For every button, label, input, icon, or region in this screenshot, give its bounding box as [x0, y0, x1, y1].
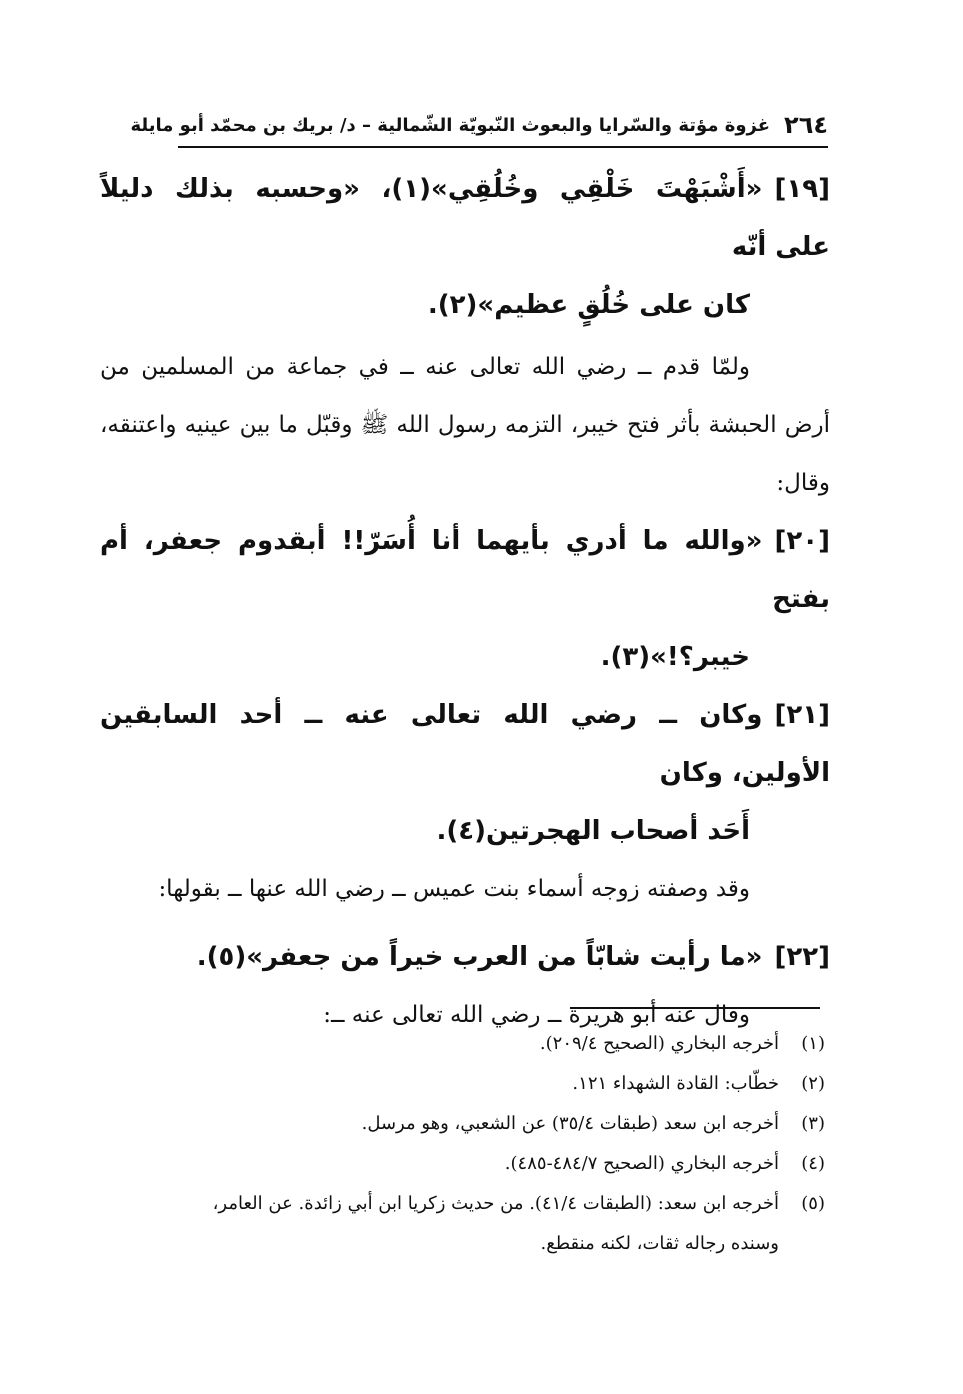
running-title: غزوة مؤتة والسّرايا والبعوث النّبويّة الشّمالية – د/ بريك بن محمّد أبو مايلة: [130, 114, 771, 136]
paragraph-text: الحبشة بأثر فتح خيبر، التزمه رسول الله ﷺ وقبّل ما بين عينيه واعتنقه،: [100, 412, 777, 438]
footnote-2: [100, 1064, 825, 1104]
footnote-5: [100, 1184, 825, 1264]
quote-number: [٢١]: [774, 700, 830, 730]
footnote-number: (٥): [801, 1193, 825, 1214]
footnote-number: (٤): [801, 1153, 825, 1174]
quote-text: كان على خُلُقٍ عظيم»(٢).: [427, 290, 750, 320]
quote-text: خيبر؟!»(٣).: [600, 642, 750, 672]
footnote-text: أخرجه ابن سعد (طبقات ٣٥/٤) عن الشعبي، وهو مرسل.: [361, 1113, 779, 1134]
paragraph-text: ولمّا قدم ــ رضي الله تعالى عنه ــ في جماعة من المسلمين من أرض: [100, 354, 831, 438]
paragraph: [100, 338, 830, 512]
quote-22: [100, 928, 830, 986]
footnote-3: [100, 1104, 825, 1144]
quote-text: وكان ــ رضي الله تعالى عنه ــ أحد السابقين الأولين، وكان: [100, 700, 830, 788]
footnote-number: (٣): [801, 1113, 825, 1134]
footnote-text: وسنده رجاله ثقات، لكنه منقطع.: [540, 1233, 779, 1254]
quote-number: [٢٠]: [774, 526, 830, 556]
page-header: [130, 108, 828, 142]
paragraph-text: وقال عنه أبو هريرة ــ رضي الله تعالى عنه ــ:: [323, 1002, 750, 1028]
quote-20: [100, 512, 830, 686]
quote-number: [١٩]: [774, 174, 830, 204]
footnote-4: [100, 1144, 825, 1184]
quote-text: «والله ما أدري بأيهما أنا أُسَرّ!! أبقدوم جعفر، أم بفتح: [100, 526, 830, 614]
quote-number: [٢٢]: [774, 942, 830, 972]
paragraph-text: وقال:: [776, 470, 830, 496]
spacer: [100, 918, 830, 928]
quote-text: أَحَد أصحاب الهجرتين(٤).: [436, 816, 750, 846]
footnote-text: أخرجه ابن سعد: (الطبقات ٤١/٤). من حديث زكريا ابن أبي زائدة. عن العامر،: [212, 1193, 779, 1214]
footnote-text: أخرجه البخاري (الصحيح ٤٨٤/٧-٤٨٥).: [504, 1153, 779, 1174]
quote-19: [100, 160, 830, 334]
footnote-text: أخرجه البخاري (الصحيح ٢٠٩/٤).: [539, 1033, 779, 1054]
footnote-rule: [570, 1007, 820, 1009]
quote-21: [100, 686, 830, 860]
footnote-number: (٢): [801, 1073, 825, 1094]
footnote-text: خطّاب: القادة الشهداء ١٢١.: [572, 1073, 779, 1094]
quote-text: «ما رأيت شابّاً من العرب خيراً من جعفر»(٥).: [196, 942, 763, 972]
paragraph-text: وقد وصفته زوجه أسماء بنت عميس ــ رضي الله عنها ــ بقولها:: [158, 876, 750, 902]
main-text: [100, 160, 830, 1044]
footnote-1: [100, 1024, 825, 1064]
footnotes: [100, 1024, 825, 1264]
footnote-number: (١): [801, 1033, 825, 1054]
paragraph: [100, 860, 830, 918]
header-rule: [178, 146, 828, 148]
page-number: ٢٦٤: [784, 111, 828, 139]
quote-text: «أَشْبَهْتَ خَلْقِي وخُلُقِي»(١)، «وحسبه بذلك دليلاً على أنّه: [100, 174, 830, 262]
